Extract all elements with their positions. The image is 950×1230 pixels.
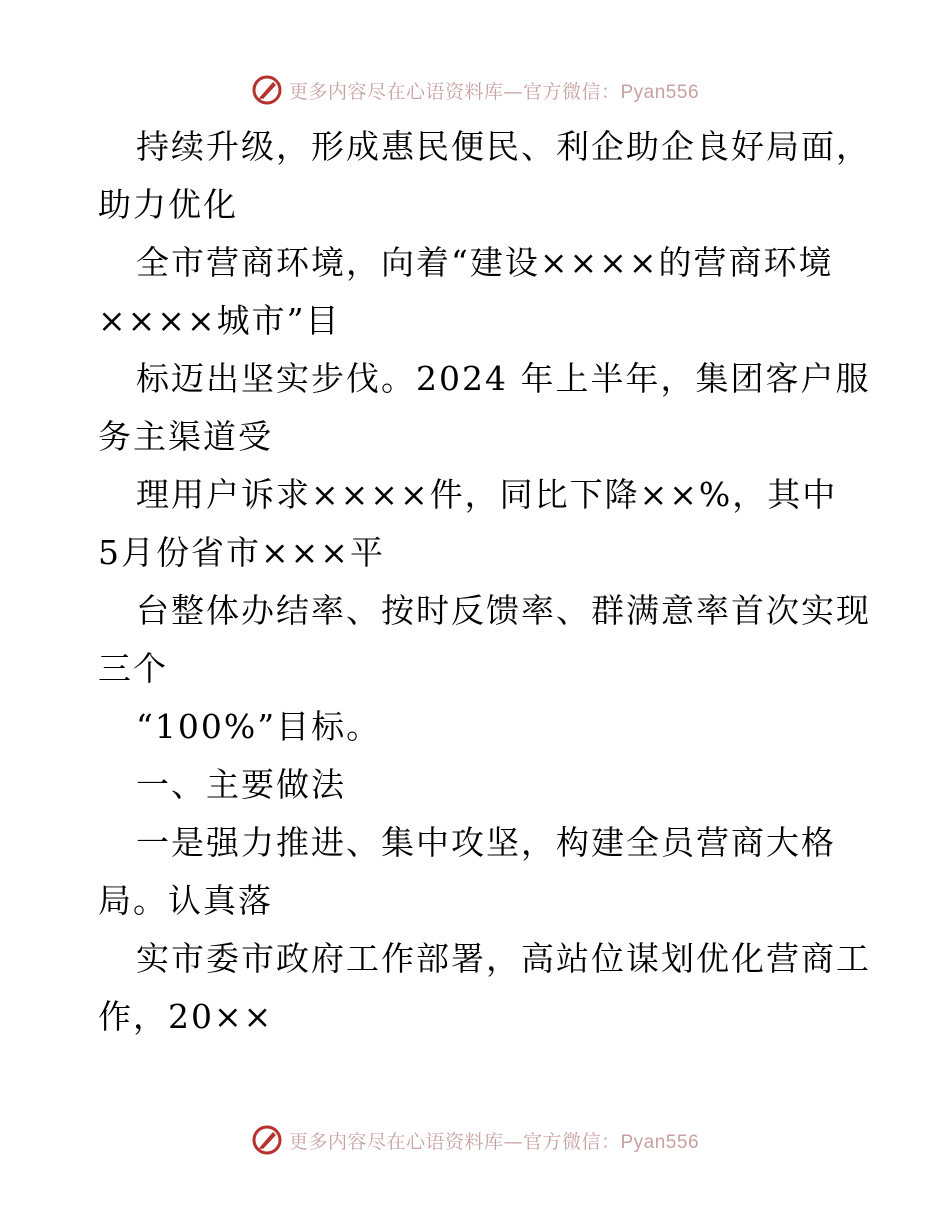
text-line: “100%”目标。 [136,707,382,746]
section-heading: 一、主要做法 [136,765,346,804]
text-line: 务主渠道受 [98,417,273,456]
text-line: 理用户诉求××××件，同比下降××%，其中 [136,475,838,514]
text-line: 作，20×× [98,997,274,1036]
header-banner-text: 更多内容尽在心语资料库—官方微信：Pyan556 [288,80,700,103]
body-text [98,118,871,1046]
text-line: 持续升级，形成惠民便民、利企助企良好局面， [136,127,871,166]
text-line: 台整体办结率、按时反馈率、群满意率首次实现 [136,591,871,630]
text-line: 全市营商环境，向着“建设××××的营商环境 [136,243,834,282]
footer-banner-contact: Pyan556 [620,1131,700,1153]
text-line: 助力优化 [98,185,238,224]
footer-banner [0,1120,950,1160]
text-line: 三个 [98,649,168,688]
text-line: 5月份省市×××平 [98,533,385,572]
footer-banner-text: 更多内容尽在心语资料库—官方微信：Pyan556 [288,1130,700,1153]
quill-seal-icon [251,1124,283,1156]
text-line: 实市委市政府工作部署，高站位谋划优化营商工 [136,939,871,978]
text-line: 局。认真落 [98,881,273,920]
header-banner-contact: Pyan556 [620,81,700,103]
header-banner [0,70,950,110]
text-line: 一是强力推进、集中攻坚，构建全员营商大格 [136,823,836,862]
quill-seal-icon [251,74,283,106]
text-line: 标迈出坚实步伐。2024 年上半年，集团客户服 [136,359,871,398]
text-line: ××××城市”目 [98,301,341,340]
